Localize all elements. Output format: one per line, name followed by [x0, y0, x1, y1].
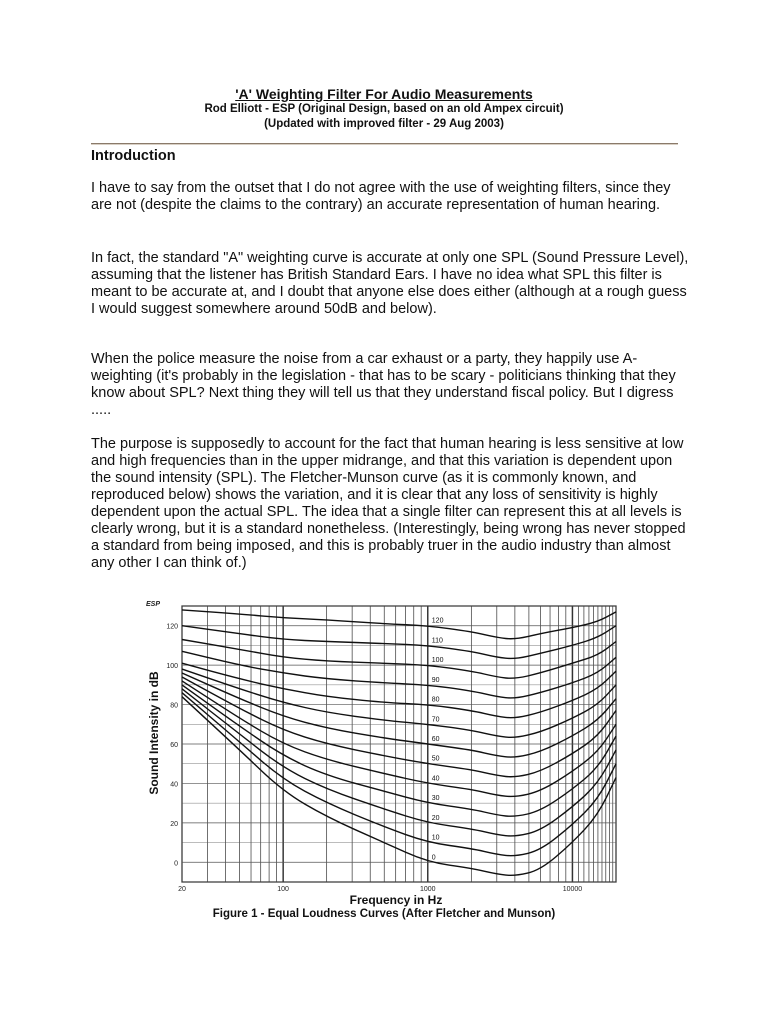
curve-label: 90 — [431, 676, 440, 684]
x-axis-label: Frequency in Hz — [349, 893, 443, 907]
loudness-curve — [182, 626, 616, 659]
loudness-curve — [182, 697, 616, 876]
loudness-curve — [182, 689, 616, 836]
curve-label: 30 — [431, 795, 440, 803]
curve-label: 100 — [431, 657, 444, 665]
curve-label: 20 — [431, 814, 440, 822]
curve-label: 0 — [431, 854, 436, 862]
curve-label: 50 — [431, 755, 440, 763]
paragraph-1: I have to say from the outset that I do not agree with the use of weighting filters, since they are not (despite the claims to the contrary) an accurate representation of human hearing. — [91, 180, 671, 213]
curve-label: 10 — [431, 834, 440, 842]
chart-svg — [140, 598, 620, 918]
loudness-curve — [182, 693, 616, 856]
y-tick-label: 60 — [170, 742, 178, 749]
paragraph-3: When the police measure the noise from a car exhaust or a party, they happily use A-weighting (it's probably in the legislation - that has to be scary - politicians thinking that they know about SPL? Next thing they will tell us that they understand fiscal policy. But I digress ..... — [91, 351, 676, 418]
curve-label: 70 — [431, 716, 440, 724]
divider — [91, 143, 678, 145]
y-axis-label: Sound Intensity in dB — [147, 671, 161, 795]
paragraph-4: The purpose is supposedly to account for the fact that human hearing is less sensitive at low and high frequencies than in the upper midrange, and that this variation is dependent upon the sound intensity (SPL). The Fletcher-Munson curve (as it is commonly known, and reproduced below) shows the variation, and it is clear that any loss of sensitivity is highly dependent upon the actual SPL. The idea that a single filter can represent this at all levels is clearly wrong, but it is a standard nonetheless. (Interestingly, being wrong has never stopped a standard from being imposed, and this is probably truer in the audio industry than almost any other I can think of.) — [91, 436, 686, 571]
x-tick-label: 10000 — [562, 886, 583, 893]
author-line: Rod Elliott - ESP (Original Design, based on an old Ampex circuit) — [204, 103, 564, 115]
update-line: (Updated with improved filter - 29 Aug 2003) — [264, 118, 504, 130]
y-tick-label: 120 — [166, 623, 178, 631]
y-tick-label: 20 — [170, 820, 178, 828]
esp-logo: ESP — [146, 601, 161, 608]
loudness-curve — [182, 681, 616, 797]
curve-label: 110 — [431, 637, 443, 645]
curve-label: 80 — [431, 696, 440, 704]
section-heading: Introduction — [91, 148, 176, 164]
loudness-curve — [182, 673, 616, 757]
y-tick-label: 0 — [174, 860, 178, 868]
figure-caption: Figure 1 - Equal Loudness Curves (After Fletcher and Munson) — [212, 908, 556, 920]
paragraph-2: In fact, the standard "A" weighting curve is accurate at only one SPL (Sound Pressure Level), assuming that the listener has British Standard Ears. I have no idea what SPL this filter is meant to be accurate at, and I doubt that anyone else does either (although at a rough guess I would suggest somewhere around 50dB and below). — [91, 250, 689, 317]
x-tick-label: 100 — [277, 886, 289, 893]
document-title: 'A' Weighting Filter For Audio Measurements — [235, 86, 533, 102]
y-tick-label: 80 — [170, 702, 178, 710]
y-tick-label: 100 — [166, 663, 178, 671]
y-tick-label: 40 — [170, 781, 178, 789]
curve-label: 40 — [431, 775, 440, 783]
loudness-chart — [140, 598, 620, 918]
x-tick-label: 1000 — [419, 886, 436, 893]
x-tick-label: 20 — [178, 886, 186, 893]
curve-label: 60 — [431, 736, 440, 743]
curve-label: 120 — [431, 617, 444, 625]
